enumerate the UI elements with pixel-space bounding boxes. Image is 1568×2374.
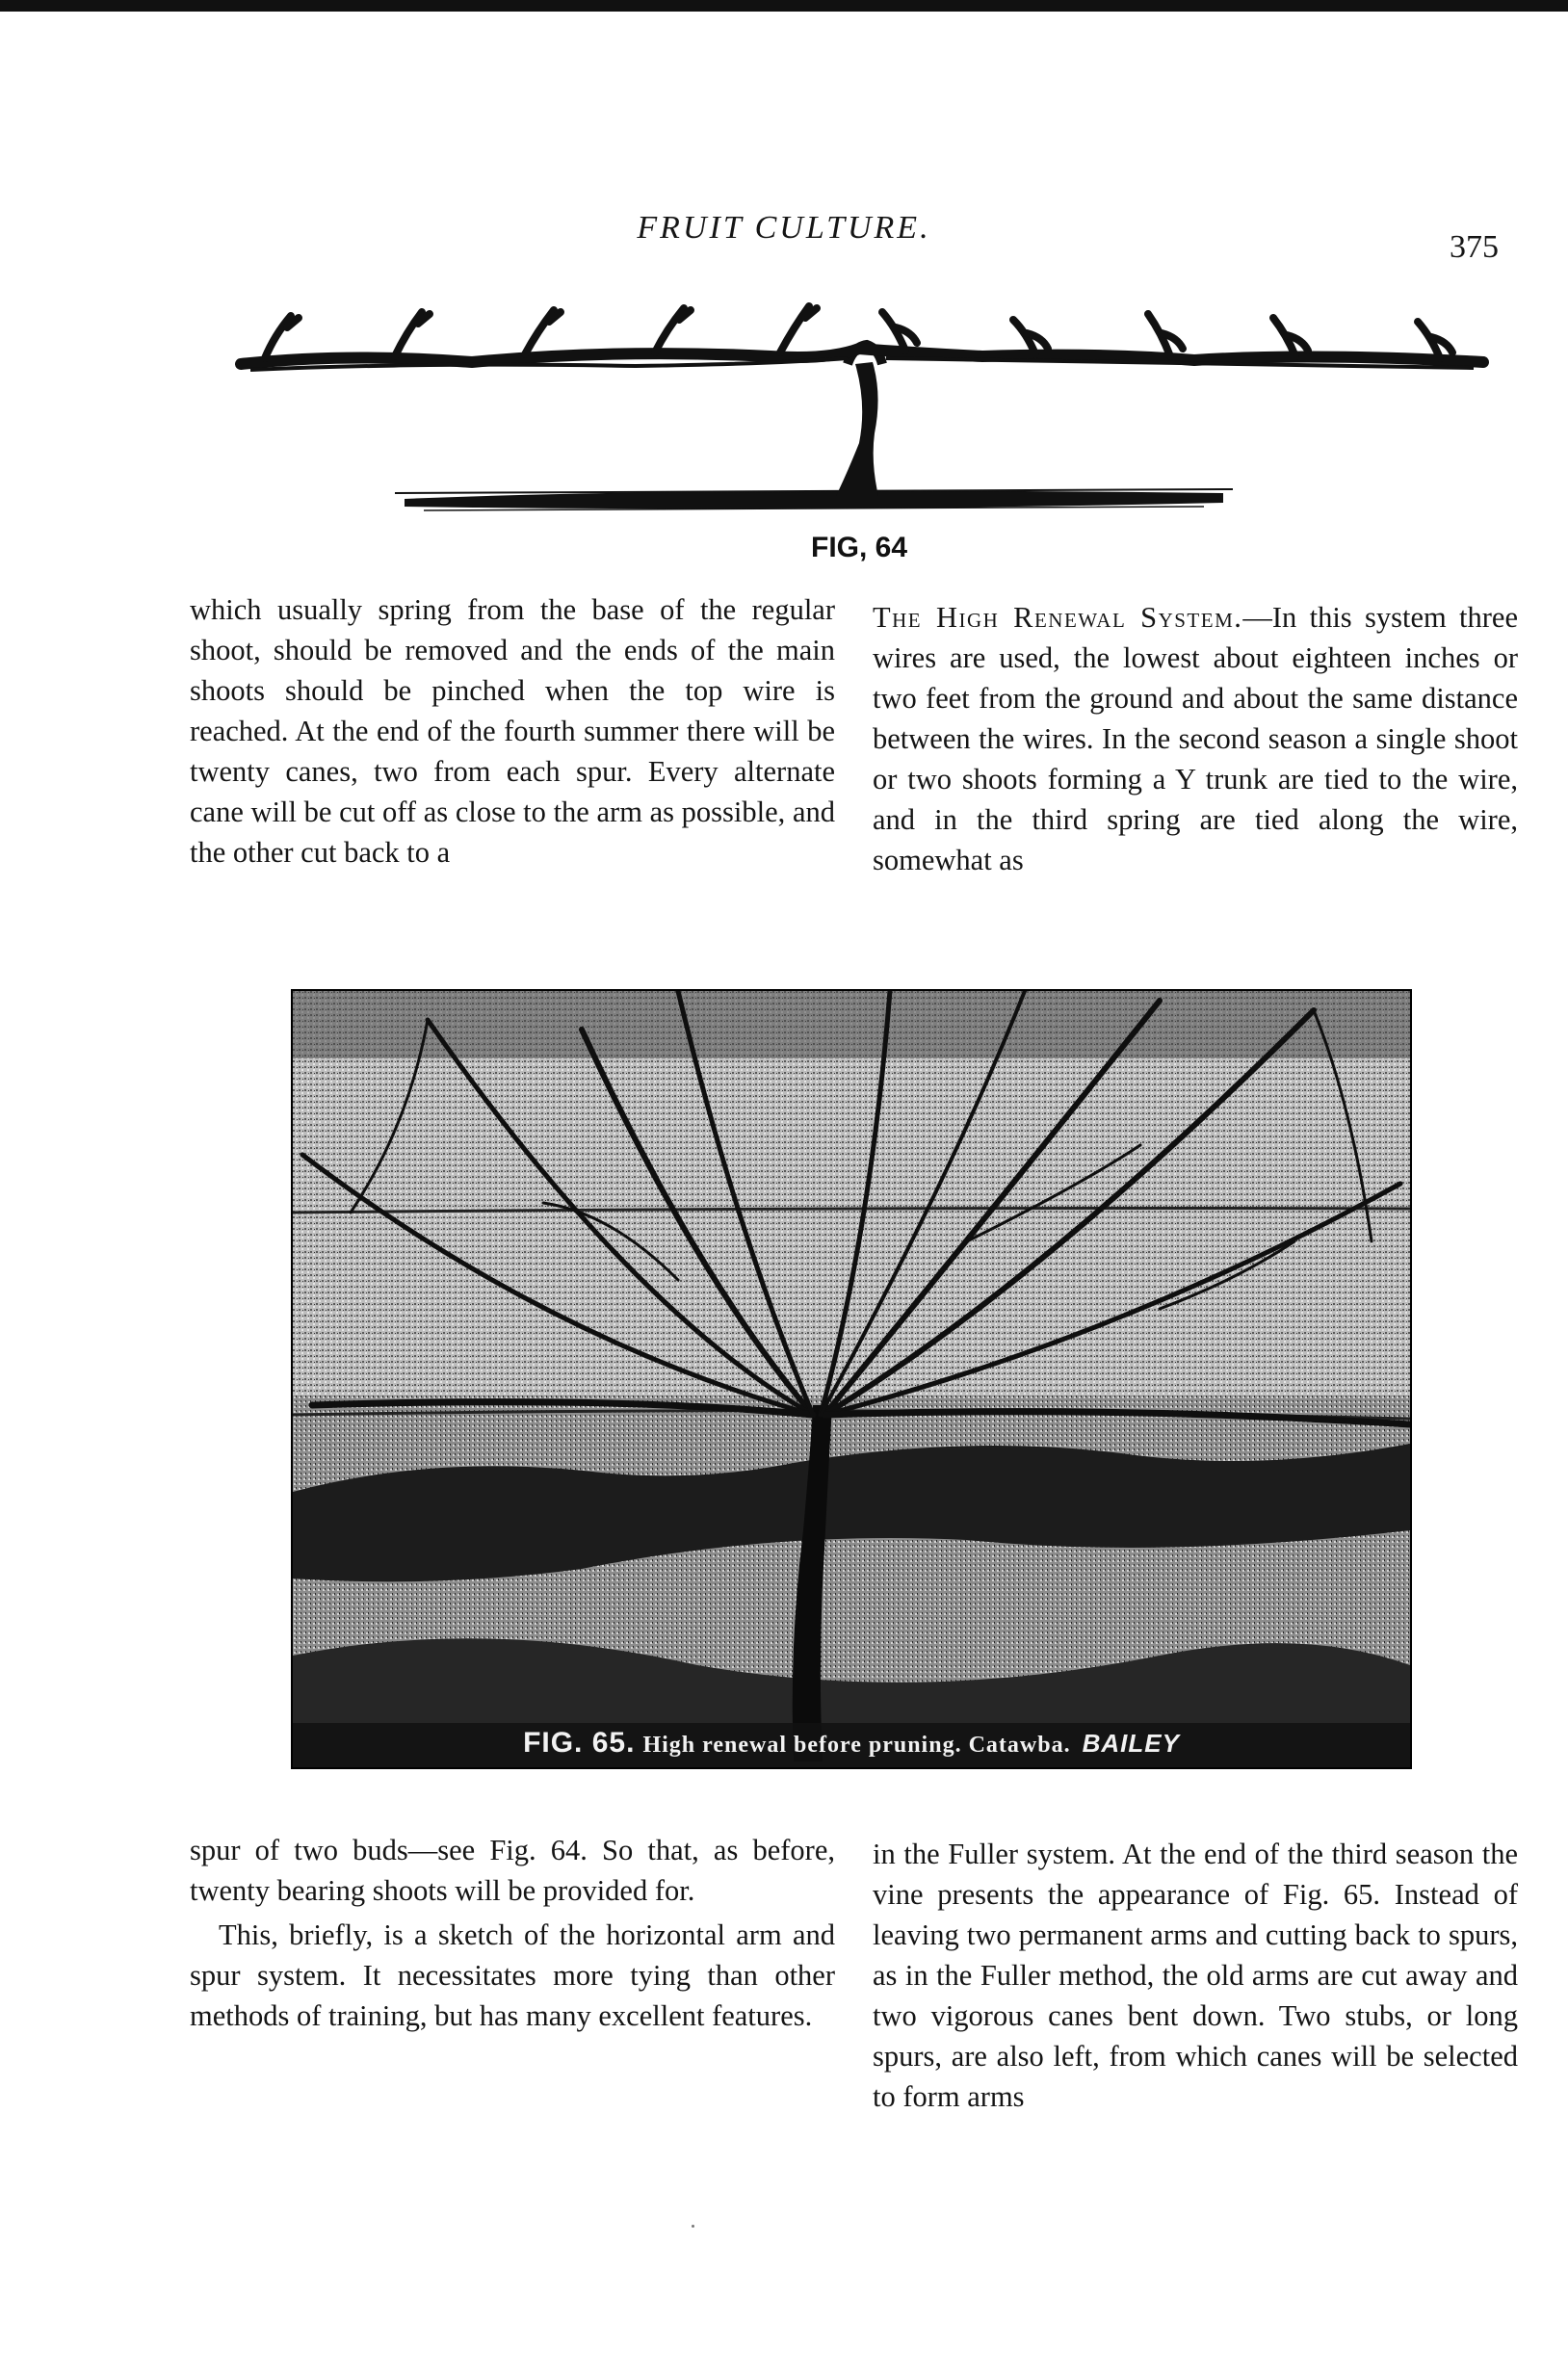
upper-right-paragraph (873, 597, 1518, 880)
page-number: 375 (1450, 229, 1499, 265)
top-edge-rule (0, 0, 1568, 12)
running-head: FRUIT CULTURE. (637, 210, 931, 246)
upper-right-column (873, 597, 1518, 880)
figure-65-photograph (291, 989, 1412, 1769)
fig64-label: FIG, 64 (811, 532, 908, 563)
upper-left-paragraph: which usually spring from the base of the regular shoot, should be removed and the ends of the main shoots should be pinched when the top wire is reached. At the end of the fourth summer there will be twenty canes, two from each spur. Every alternate cane will be cut off as close to the arm as possible, and the other cut back to a (190, 593, 835, 869)
fig65-caption-text: High renewal before pruning. Catawba. (642, 1733, 1071, 1758)
lower-left-column (190, 1830, 835, 2036)
lower-right-column (873, 1834, 1518, 2117)
upper-left-column (190, 589, 835, 873)
upper-right-text: —In this system three wires are used, the lowest about eighteen inches or two feet from the ground and about the same distance between the wires. In the second season a single shoot or two shoots forming a Y trunk are tied to the wire, and in the third spring are tied along the wire, somewhat as (873, 601, 1519, 876)
figure-65-caption (293, 1727, 1410, 1760)
lower-left-paragraph-2: This, briefly, is a sketch of the horizontal arm and spur system. It necessitates more tying than other methods of training, but has many excellent features. (190, 1918, 835, 2032)
page-speck (692, 2225, 694, 2228)
section-heading-high-renewal: The High Renewal System. (873, 601, 1243, 634)
lower-left-paragraph-1: spur of two buds—see Fig. 64. So that, as before, twenty bearing shoots will be provided for. (190, 1834, 835, 1907)
fig65-number: FIG. 65. (523, 1727, 636, 1759)
figure-64-arm-spur-drawing (231, 289, 1493, 568)
vine-photo-illustration (293, 991, 1410, 1767)
photographer-signature: BAILEY (1082, 1729, 1180, 1758)
lower-right-paragraph: in the Fuller system. At the end of the third season the vine presents the appearance of Fig. 65. Instead of leaving two permanent arms and cutting back to spurs, as in the Fuller method, the old arms are cut away and two vigorous canes bent down. Two stubs, or long spurs, are also left, from which canes will be selected to form arms (873, 1838, 1518, 2113)
